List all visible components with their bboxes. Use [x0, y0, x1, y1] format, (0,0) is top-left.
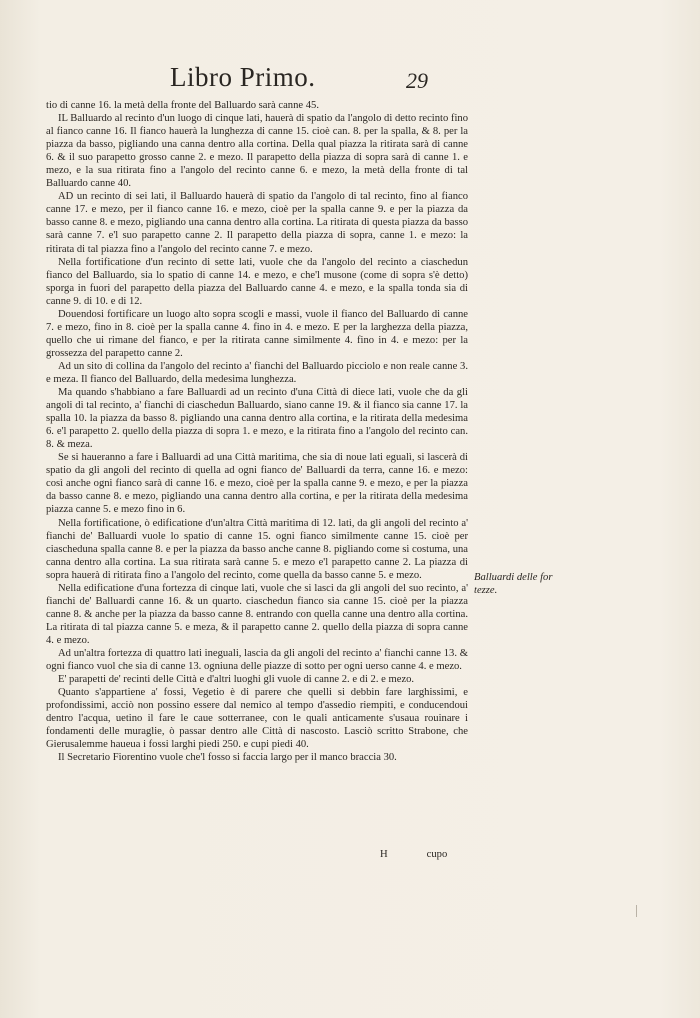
paragraph: Nella fortificatione, ò edificatione d'un'altra Città maritima di 12. lati, da gli angoli del recinto a' fianchi de' Balluardi vuole lo spatio di canne 15. ogni fianco similmente canne 15. cioè per ciascheduna spalla canne 8. e per la piazza da basso anche canne 8. pigliando come si costuma, una canna dentro alla cortina. La sua ritirata sarà canne 5. e mezo e'l parapetto canne 2. La piazza di sopra hauerà di ritirata fino a l'angolo del recinto, come quella da basso canne 5. e mezo.	[46, 517, 468, 581]
paragraph: Nella edificatione d'una fortezza di cinque lati, vuole che si lasci da gli angoli del suo recinto, a' fianchi de' Balluardi canne 16. & un quarto. ciaschedun fianco sia canne 15. cioè per la piazza canne 8. & anche per la piazza da basso canne 8. entrando con quella canne una dentro alla cortina. La ritirata di tal piazza canne 5. e meza, & il parapetto canne 2. quello della piazza di sopra canne 4. e mezo.	[46, 582, 468, 646]
paragraph: IL Balluardo al recinto d'un luogo di cinque lati, hauerà di spatio da l'angolo di detto recinto fino al fianco canne 16. Il fianco hauerà la lunghezza di canne 15. cioè can. 8. per la spalla, & 8. per la piazza da basso, pigliando una canna dentro alla cortina. Della qual piazza la ritirata sarà di canne 6. & il suo parapetto grosso canne 2. e mezo. Il parapetto della piazza di sopra sarà di canne 1. e mezo, e la sua ritirata fino a l'angolo del recinto canne 6. e mezo, la metà della fronte di tal Balluardo canne 40.	[46, 113, 468, 190]
paragraph: Ad un'altra fortezza di quattro lati ineguali, lascia da gli angoli del recinto a' fianchi canne 13. & ogni fianco vuol che sia di canne 13. ogniuna delle piazze di sotto per ogni uerso canne 4. e mezo.	[46, 647, 468, 673]
paragraph: AD un recinto di sei lati, il Balluardo hauerà di spatio da l'angolo di tal recinto, fino al fianco canne 17. e mezo, per il fianco canne 16. e mezo, cioè per la spalla canne 9. e per la piazza da basso canne 8. e mezo, pigliando una canna dentro alla cortina. La ritirata di questa piazza da basso sarà canne 7. e'l suo parapetto canne 2. Il parapetto della piazza di sopra, canne 1. e mezo: la ritirata di tal piazza fino a l'angolo del recinto canne 7. e mezo.	[46, 191, 468, 255]
page-number: 29	[406, 68, 428, 93]
running-title: Libro Primo.	[170, 62, 316, 92]
paragraph: Nella fortificatione d'un recinto di sette lati, vuole che da l'angolo del recinto a ciaschedun fianco del Balluardo, sia lo spatio di canne 14. e mezo, e che'l musone (come di sopra s'è detto) sporga in fuori del parapetto della piazza del Balluardo canne 4. e mezo, e la spalla tonda sia di canne 9. di 10. e di 12.	[46, 256, 468, 307]
margin-note: Balluardi delle for tezze.	[474, 572, 553, 596]
paragraph: Il Secretario Fiorentino vuole che'l fosso si faccia largo per il manco braccia 30.	[58, 752, 397, 764]
catchword: cupo	[426, 849, 448, 860]
paragraph: Se si haueranno a fare i Balluardi ad una Città maritima, che sia di noue lati egualì, si lascerà di spatio da gli angoli del recinto di quella ad ogni fianco de' Balluardi da terra, canne 16. e mezo: così anche ogni fianco sarà di canne 16. e mezo, cioè per la spalla canne 9. e mezo, e per la piazza da basso canne 8. e mezo, pigliando una canna dentro alla cortina, e per la ritirata della medesima piazza canne 5. e mezo fino in 6.	[46, 452, 468, 516]
signature-line	[380, 849, 530, 860]
running-header	[170, 62, 450, 96]
page-edge-mark	[636, 905, 637, 917]
paragraph: E' parapetti de' recinti delle Città e d'altri luoghi gli vuole di canne 2. e di 2. e mezo.	[58, 674, 415, 686]
body-text	[46, 99, 468, 764]
paragraph: Ma quando s'habbiano a fare Balluardi ad un recinto d'una Città di diece lati, vuole che da gli angoli di tal recinto, a' fianchi di ciaschedun Balluardo, siano canne 19. & il fianco sia canne 17. la spalla 10. la piazza da basso 8. pigliando una canna dentro alla cortina, e la ritirata della medesima 6. e'l parapetto 2. quello della piazza di sopra 1. e mezo, e la ritirata fino a l'angolo del recinto can. 8. & meza.	[46, 387, 468, 451]
paragraph: Quanto s'appartiene a' fossi, Vegetio è di parere che quelli si debbin fare larghissimi, e profondissimi, acciò non possino essere dal nemico al tempo d'assedio riempiti, e conducendoui dentro l'acqua, uetino il fare le caue sotterranee, con le quali anticamente s'usaua rouinare i fondamenti delle muraglie, ò passar dentro alle Città di nascosto. Lasciò scritto Strabone, che Gierusalemme haueua i fossi larghi piedi 250. e cupi piedi 40.	[46, 687, 468, 751]
paragraph: tio di canne 16. la metà della fronte del Balluardo sarà canne 45.	[46, 100, 319, 111]
signature-mark: H	[380, 849, 388, 860]
paragraph: Ad un sito di collina da l'angolo del recinto a' fianchi del Balluardo picciolo e non reale canne 3. e meza. Il fianco del Balluardo, della medesima lunghezza.	[46, 360, 468, 385]
paragraph: Douendosi fortificare un luogo alto sopra scogli e massi, vuole il fianco del Balluardo di canne 7. e mezo, fino in 8. cioè per la spalla canne 4. fino in 4. e mezo. E per la larghezza della piazza, quello che ui rimane del fianco, e per la ritirata canne similmente 4. fino in 4. e mezo: per la grossezza del parapetto canne 2.	[46, 308, 468, 359]
